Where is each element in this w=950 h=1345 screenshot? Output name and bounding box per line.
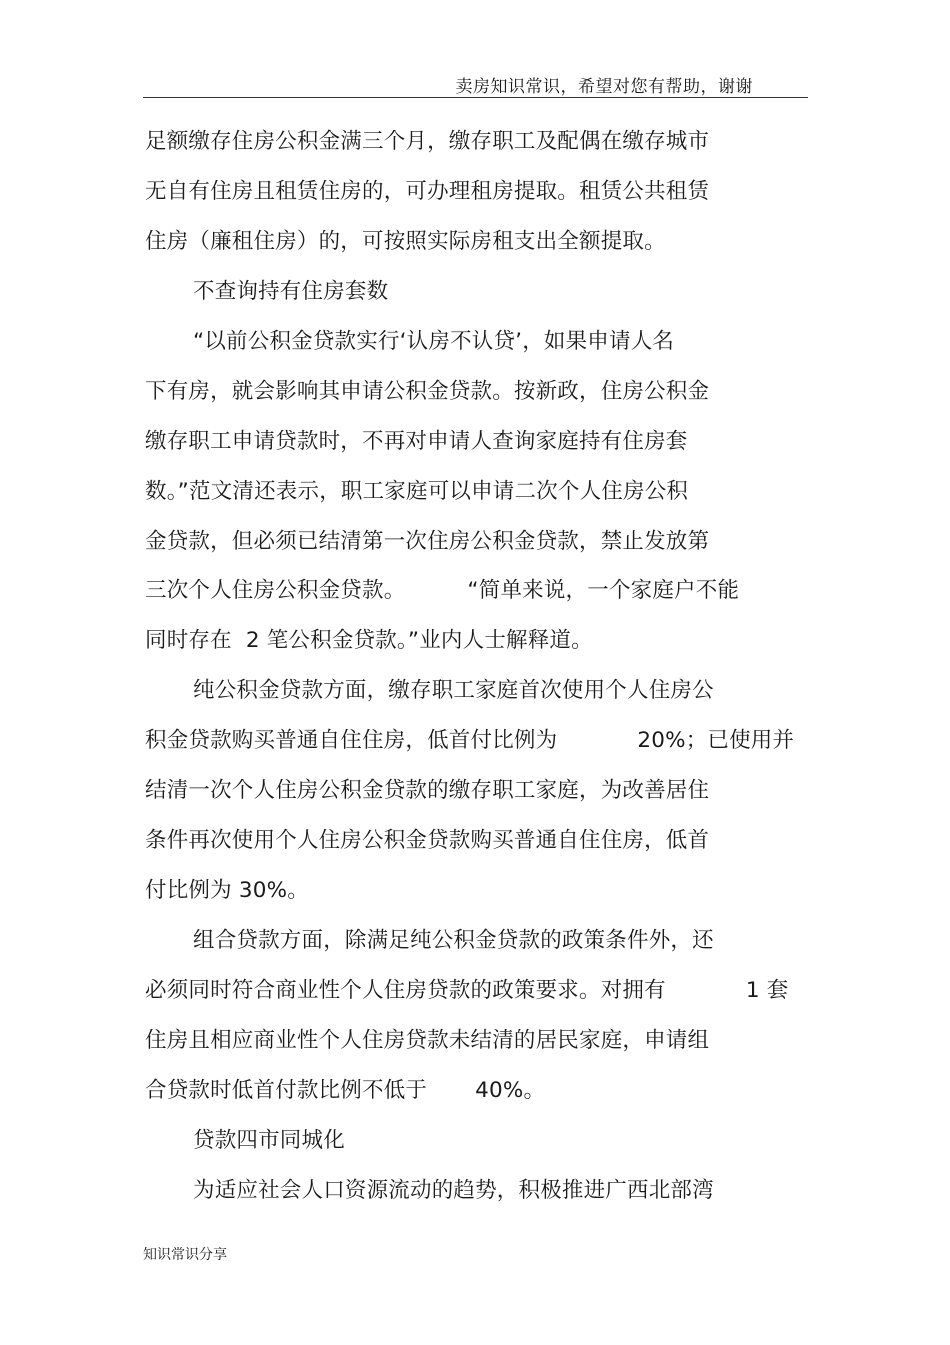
text-segment: 1 套 <box>745 977 789 1003</box>
text-line: 无自有住房且租赁住房的，可办理租房提取。租赁公共租赁 <box>145 178 710 204</box>
text-segment: 三次个人住房公积金贷款。 <box>145 578 406 604</box>
text-segment: 同时存在 <box>145 628 232 654</box>
text-line: 组合贷款方面，除满足纯公积金贷款的政策条件外，还 <box>193 928 714 953</box>
text-line: 住房（廉租住房）的，可按照实际房租支出全额提取。 <box>145 228 666 254</box>
text-line: 条件再次使用个人住房公积金贷款购买普通自住住房，低首 <box>145 828 710 854</box>
text-line: 下有房，就会影响其申请公积金贷款。按新政，住房公积金 <box>145 378 710 404</box>
text-segment: 40%。 <box>475 1077 546 1103</box>
text-line: 足额缴存住房公积金满三个月，缴存职工及配偶在缴存城市 <box>145 129 710 154</box>
text-line: “以前公积金贷款实行‘认房不认贷’，如果申请人名 <box>193 328 675 354</box>
text-line: 为适应社会人口资源流动的趋势，积极推进广西北部湾 <box>193 1177 714 1203</box>
text-line: 付比例为 30%。 <box>145 878 309 904</box>
page-footer: 知识常识分享 <box>143 1247 227 1263</box>
text-line <box>145 971 817 1021</box>
text-segment: 必须同时符合商业性个人住房贷款的政策要求。对拥有 <box>145 977 666 1003</box>
text-line <box>145 721 817 771</box>
header-divider <box>143 97 808 98</box>
document-body <box>145 122 817 1221</box>
text-line <box>145 571 817 621</box>
text-segment: 合贷款时低首付款比例不低于 <box>145 1077 428 1103</box>
text-line <box>145 621 817 671</box>
section-heading: 贷款四市同城化 <box>193 1127 345 1153</box>
text-line: 纯公积金贷款方面，缴存职工家庭首次使用个人住房公 <box>193 678 714 704</box>
text-line: 金贷款，但必须已结清第一次住房公积金贷款，禁止发放第 <box>145 528 710 554</box>
text-line: 住房且相应商业性个人住房贷款未结清的居民家庭，申请组 <box>145 1027 710 1053</box>
text-segment: 积金贷款购买普通自住住房，低首付比例为 <box>145 728 558 754</box>
text-segment: 2 笔公积金贷款。”业内人士解释道。 <box>245 628 593 654</box>
section-heading: 不查询持有住房套数 <box>193 278 389 304</box>
page-header-title: 卖房知识常识，希望对您有帮助，谢谢 <box>455 77 753 97</box>
text-line: 缴存职工申请贷款时，不再对申请人查询家庭持有住房套 <box>145 428 688 454</box>
text-segment: 20%；已使用并 <box>637 728 795 754</box>
text-segment: “简单来说，一个家庭户不能 <box>467 578 740 604</box>
text-line <box>145 1071 817 1121</box>
text-line: 数。”范文清还表示，职工家庭可以申请二次个人住房公积 <box>145 478 689 504</box>
text-line: 结清一次个人住房公积金贷款的缴存职工家庭，为改善居住 <box>145 778 710 804</box>
